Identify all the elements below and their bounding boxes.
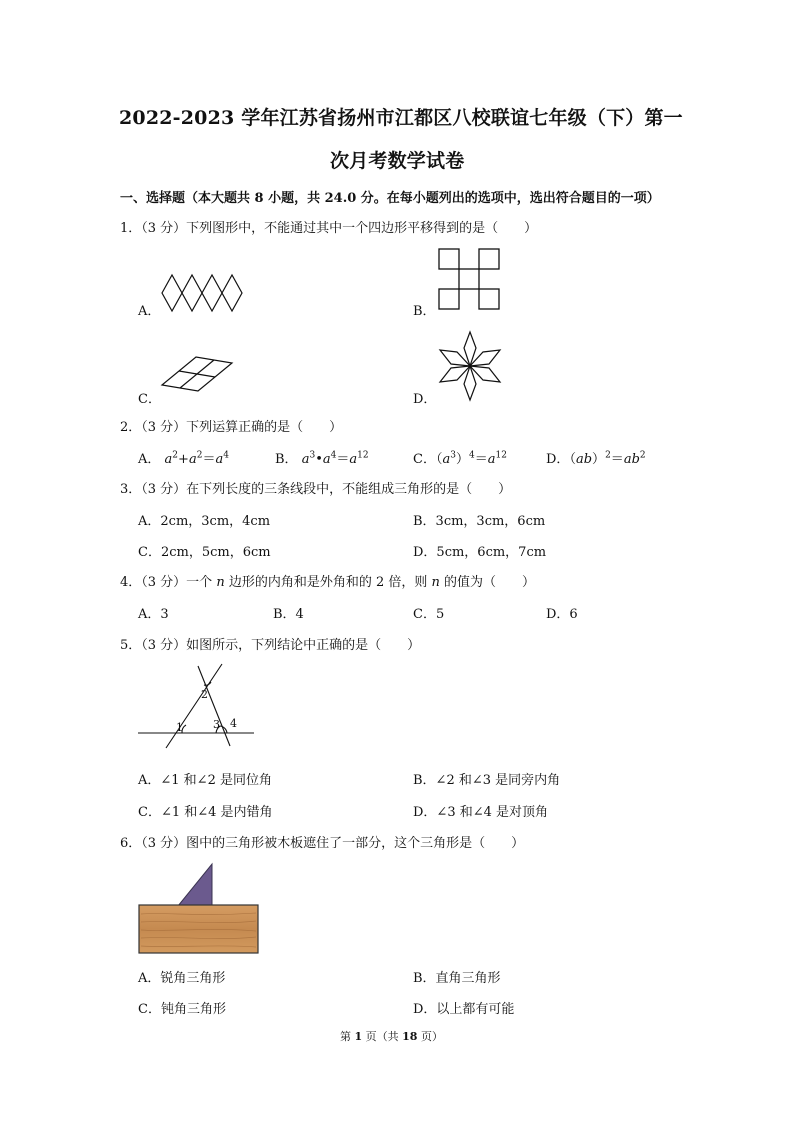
q2-exponent: 4: [223, 450, 229, 461]
q1-option-d-label: D．: [413, 392, 437, 407]
q4-stem-post: 的值为（ ）: [439, 575, 536, 590]
q1-stem: 1．（3 分）下列图形中，不能通过其中一个四边形平移得到的是（ ）: [120, 221, 538, 236]
q6-triangle: [178, 864, 212, 906]
q4-var-n: n: [431, 575, 440, 590]
page-title-line1: 2022-2023 学年江苏省扬州市江都区八校联谊七年级（下）第一: [119, 107, 683, 129]
q5-option-d: D．∠3 和∠4 是对顶角: [413, 805, 549, 820]
q5-option-b: B．∠2 和∠3 是同旁内角: [413, 773, 561, 788]
q2-paren: ）: [455, 452, 469, 467]
q1-figure-d: [438, 330, 502, 402]
q3-option-c: C．2cm，5cm，6cm: [138, 545, 271, 560]
q2-operator: •: [315, 452, 323, 467]
q5-fig-label-2: 2: [201, 688, 208, 701]
q5-angle-figure: [136, 662, 256, 752]
q2-paren: ）: [592, 452, 606, 467]
q4-var-n: n: [216, 575, 225, 590]
q2-var: a: [349, 452, 358, 467]
q2-option-b-label: B．: [275, 452, 298, 467]
q2-exponent: 12: [495, 450, 507, 461]
q2-var: a: [487, 452, 496, 467]
q2-paren: （: [569, 452, 576, 467]
q3-option-a: A．2cm，3cm，4cm: [138, 514, 271, 529]
q6-stem: 6．（3 分）图中的三角形被木板遮住了一部分，这个三角形是（ ）: [120, 836, 525, 851]
q2-stem: 2．（3 分）下列运算正确的是（ ）: [120, 420, 343, 435]
q3-option-b: B．3cm，3cm，6cm: [413, 514, 546, 529]
q2-equals: ＝: [336, 452, 350, 467]
q4-stem: [120, 571, 535, 590]
q5-fig-label-1: 1: [176, 721, 183, 734]
q4-stem-mid: 边形的内角和是外角和的 2 倍，则: [224, 575, 432, 590]
q2-exponent: 3: [450, 450, 456, 461]
q2-option-c: [413, 448, 507, 467]
footer-post: 页）: [417, 1030, 443, 1043]
q2-exponent: 3: [309, 450, 316, 461]
q2-equals: ＝: [474, 452, 488, 467]
q2-exponent: 4: [330, 450, 337, 461]
page-footer: [340, 1028, 443, 1044]
q5-stem: 5．（3 分）如图所示，下列结论中正确的是（ ）: [120, 638, 421, 653]
page-title-line2: 次月考数学试卷: [330, 150, 465, 172]
q2-var: b: [583, 452, 593, 467]
q6-option-b: B．直角三角形: [413, 971, 501, 986]
q2-var: a: [188, 452, 197, 467]
q6-board-figure: [138, 862, 260, 956]
q1-option-a-label: A．: [138, 304, 161, 319]
q5-fig-label-4: 4: [230, 717, 237, 730]
q1-figure-c: [160, 355, 234, 393]
q2-option-a-label: A．: [138, 452, 161, 467]
q2-exponent: 4: [468, 450, 475, 461]
q4-stem-pre: 4．（3 分）一个: [120, 575, 217, 590]
q2-paren: （: [435, 452, 443, 467]
q1-option-b-label: B．: [413, 304, 436, 319]
q1-option-c-label: C．: [138, 392, 161, 407]
footer-mid: 页（共: [362, 1030, 403, 1043]
q2-option-d-label: D．: [546, 452, 570, 467]
q2-option-d: [546, 448, 646, 467]
q1-figure-b: [437, 247, 503, 313]
q1-figure-a: [162, 273, 248, 313]
q6-option-a: A．锐角三角形: [138, 971, 226, 986]
q4-option-d: D．6: [546, 607, 578, 622]
q4-option-b: B．4: [273, 607, 304, 622]
footer-page-number: 1: [354, 1030, 363, 1043]
q3-stem: 3．（3 分）在下列长度的三条线段中，不能组成三角形的是（ ）: [120, 482, 512, 497]
q2-option-c-label: C．: [413, 452, 436, 467]
q2-var: a: [301, 452, 310, 467]
q2-var: a: [215, 452, 224, 467]
q2-exponent: 2: [605, 450, 611, 461]
q2-var: a: [322, 452, 331, 467]
q5-option-c: C．∠1 和∠4 是内错角: [138, 805, 273, 820]
q2-var: a: [164, 452, 173, 467]
q2-exponent: 2: [196, 450, 203, 461]
q6-option-c: C．钝角三角形: [138, 1002, 226, 1017]
q2-equals: ＝: [610, 452, 624, 467]
q5-fig-label-3: 3: [213, 718, 220, 731]
q2-var: a: [623, 452, 632, 467]
q2-equals: ＝: [202, 452, 216, 467]
q5-option-a: A．∠1 和∠2 是同位角: [138, 773, 272, 788]
q3-option-d: D．5cm，6cm，7cm: [413, 545, 547, 560]
section-heading: 一、选择题（本大题共 8 小题，共 24.0 分。在每小题列出的选项中，选出符合题目的一项）: [120, 191, 660, 206]
q2-exponent: 2: [639, 450, 646, 461]
q2-option-a: [138, 448, 229, 467]
q2-operator: +: [178, 452, 189, 467]
q2-exponent: 12: [357, 450, 369, 461]
q4-option-a: A．3: [138, 607, 169, 622]
q6-option-d: D．以上都有可能: [413, 1002, 515, 1017]
q4-option-c: C．5: [413, 607, 445, 622]
q2-option-b: [275, 448, 369, 467]
footer-pre: 第: [340, 1030, 355, 1043]
q2-var: a: [442, 452, 451, 467]
q2-var: b: [631, 452, 640, 467]
q2-exponent: 2: [172, 450, 179, 461]
footer-total-pages: 18: [402, 1030, 418, 1043]
q2-var: a: [575, 452, 584, 467]
